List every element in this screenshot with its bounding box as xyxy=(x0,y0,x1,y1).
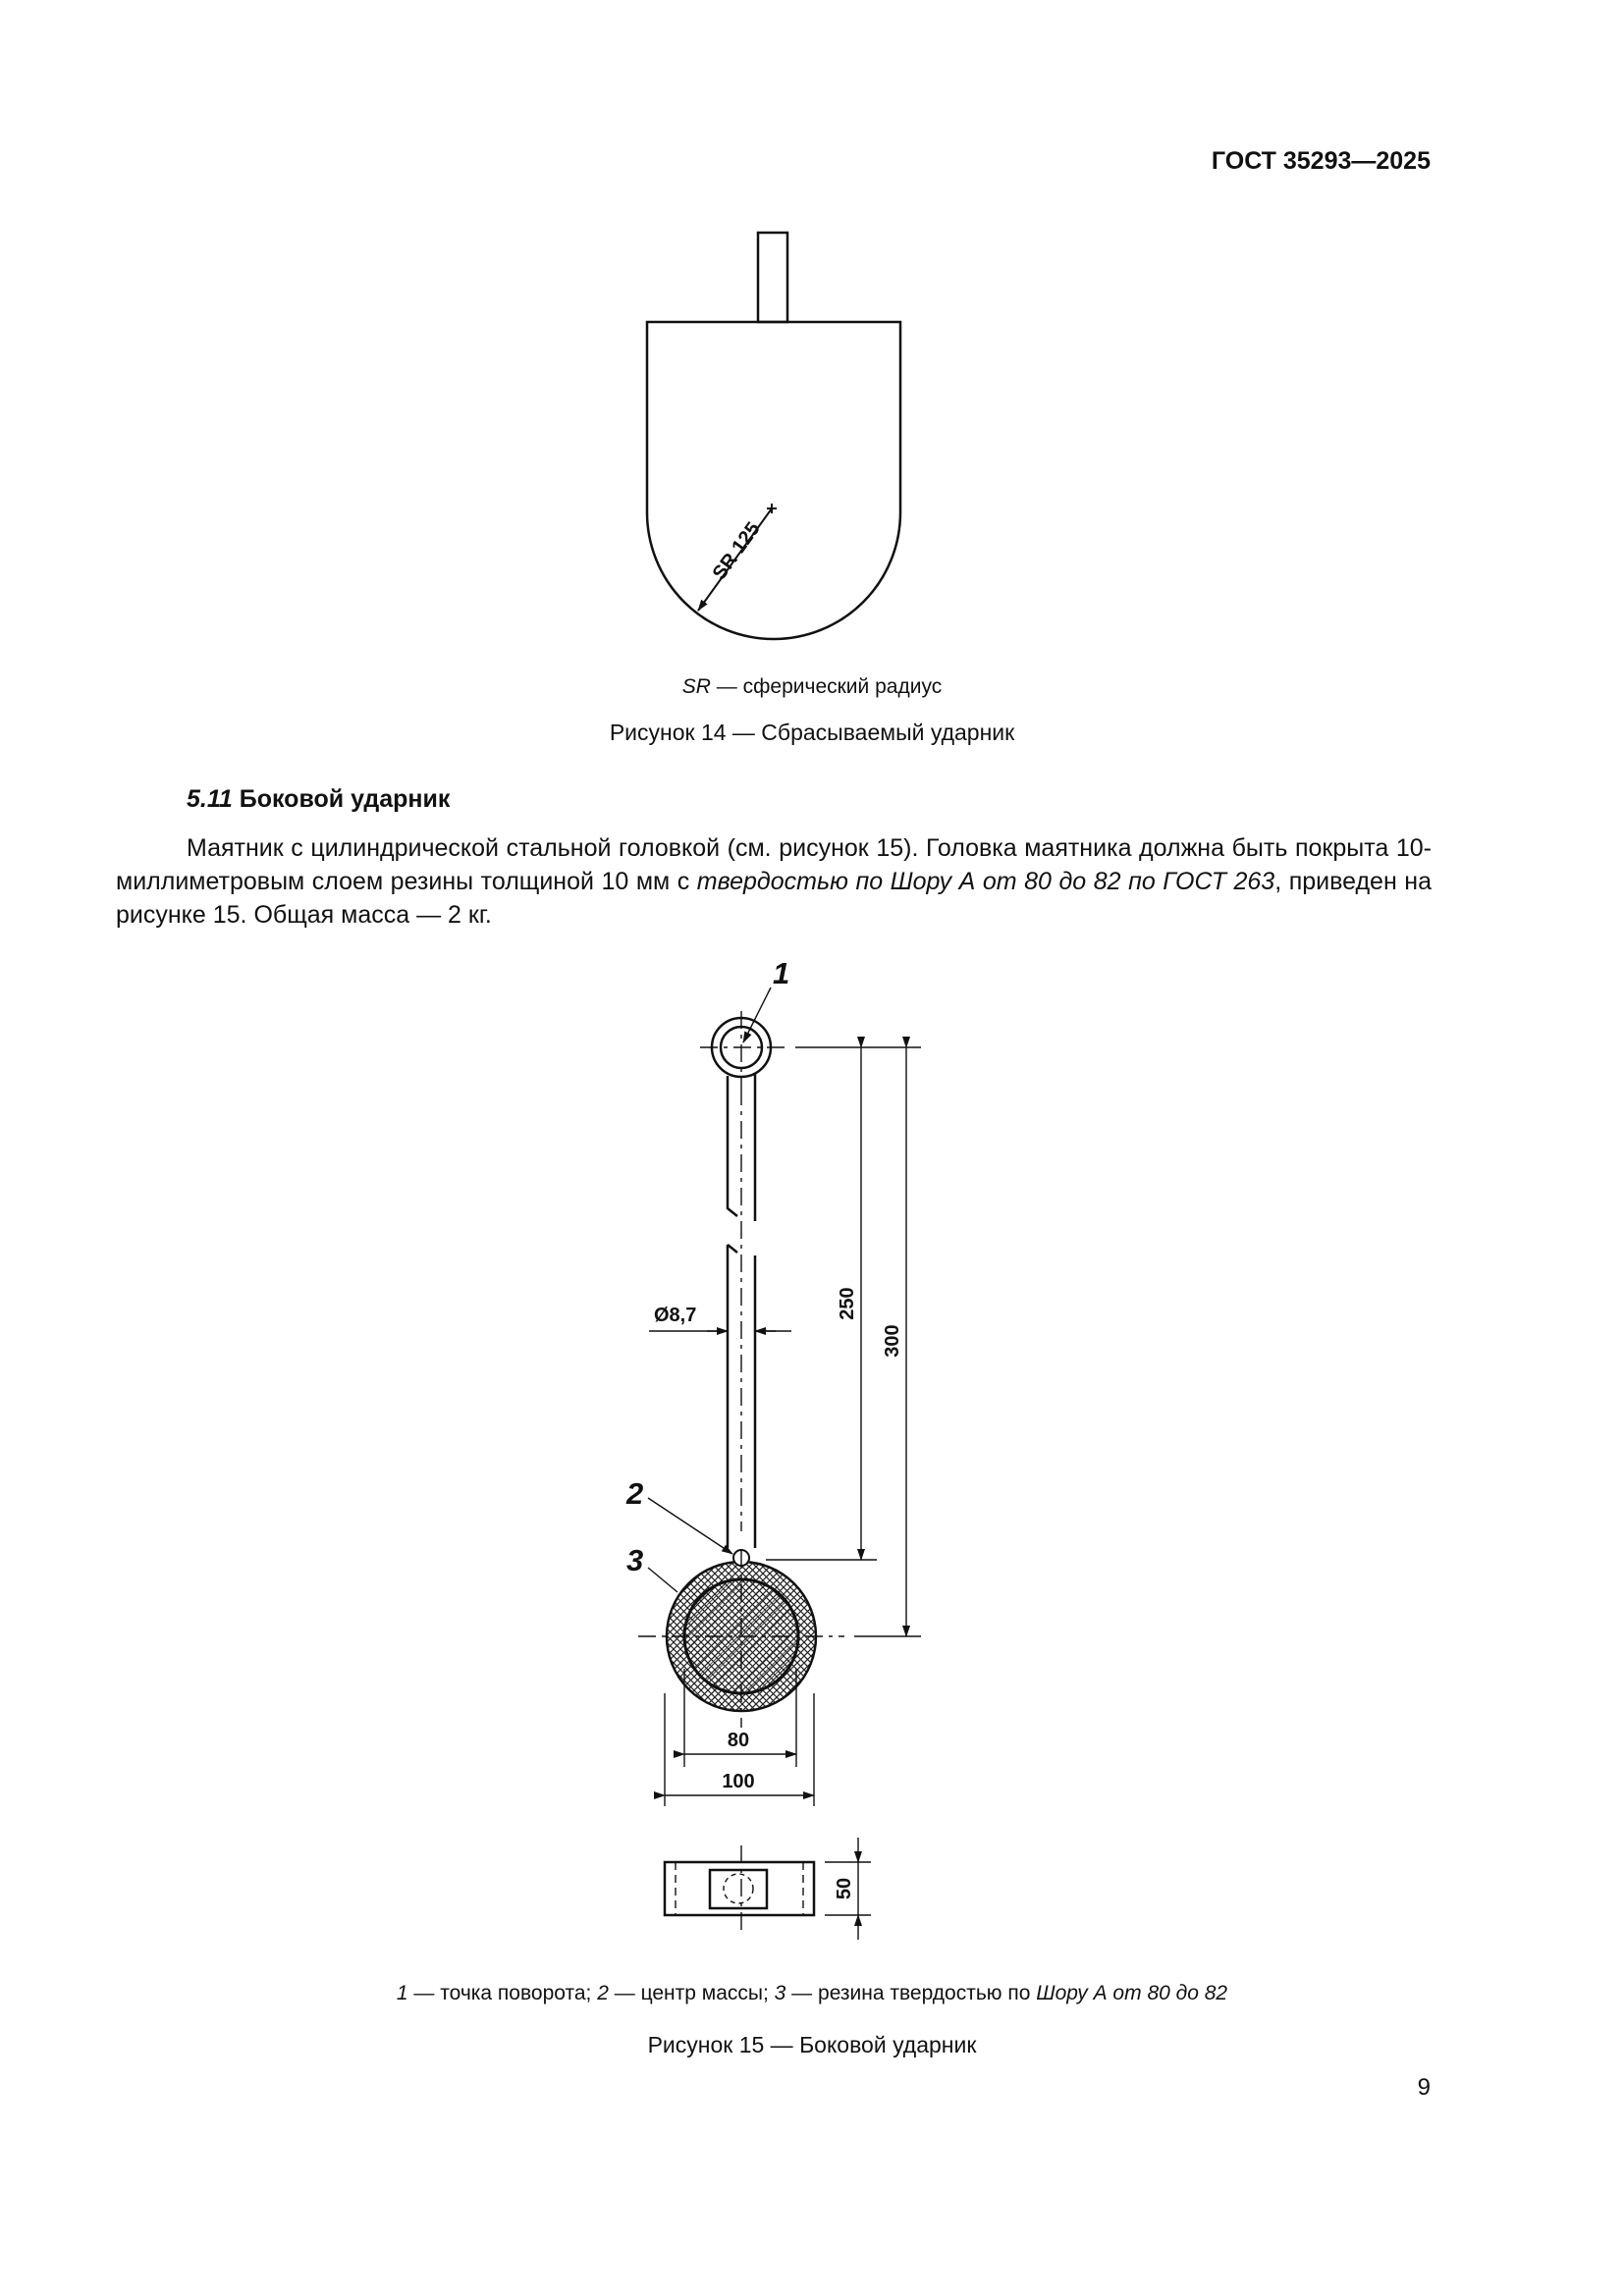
striker-head xyxy=(647,322,900,639)
dim-300: 300 xyxy=(882,1324,903,1358)
paragraph-part1: Маятник с цилиндрической стальной головкой (см. рисунок 15). Головка маятника должна быть покрыта 10-миллиметровым слоем резины толщиной 10 мм с xyxy=(116,834,1432,895)
paragraph-part2: , приведен на рисунке 15. Общая масса — 2 кг. xyxy=(116,868,1432,929)
figure15-thin-lines xyxy=(638,988,921,1940)
legend-n2: 2 xyxy=(597,1982,609,2004)
standard-code: ГОСТ 35293—2025 xyxy=(1211,147,1431,175)
dim-250: 250 xyxy=(837,1287,858,1320)
figure14-legend xyxy=(0,675,1624,699)
bottom-view-slot xyxy=(710,1870,767,1908)
figure14-title: Рисунок 14 — Сбрасываемый ударник xyxy=(609,720,1015,745)
striker-stem xyxy=(758,233,787,322)
legend-sr-symbol: SR xyxy=(681,675,711,698)
paragraph-italic: твердостью по Шору А от 80 до 82 по ГОСТ 263 xyxy=(696,868,1275,895)
section-number: 5.11 xyxy=(187,785,233,813)
section-heading xyxy=(187,785,450,814)
legend-sr-text: — сферический радиус xyxy=(710,675,943,698)
figure15-title: Рисунок 15 — Боковой ударник xyxy=(647,2032,977,2057)
section-title: Боковой ударник xyxy=(232,785,451,813)
legend-t3-italic: Шору А от 80 до 82 xyxy=(1036,1982,1228,2004)
label-rubber: 3 xyxy=(626,1543,644,1577)
sr-dimension-label: SR 125 xyxy=(708,518,765,584)
label-mass-center: 2 xyxy=(626,1476,644,1511)
legend-t2: — центр массы; xyxy=(608,1982,775,2004)
legend-t1: — точка поворота; xyxy=(407,1982,598,2004)
figure14-drawing xyxy=(647,233,900,639)
legend-t3: — резина твердостью по xyxy=(785,1982,1037,2004)
legend-n1: 1 xyxy=(396,1982,408,2004)
dim-100: 100 xyxy=(722,1771,755,1792)
figure15-legend xyxy=(0,1982,1624,2005)
label-pivot: 1 xyxy=(773,956,790,990)
dim-50: 50 xyxy=(834,1877,855,1900)
dim-80: 80 xyxy=(727,1730,750,1751)
legend-n3: 3 xyxy=(774,1982,786,2004)
page-number: 9 xyxy=(1417,2074,1431,2101)
dim-rod-diameter: Ø8,7 xyxy=(654,1305,697,1326)
body-paragraph xyxy=(116,831,1432,932)
